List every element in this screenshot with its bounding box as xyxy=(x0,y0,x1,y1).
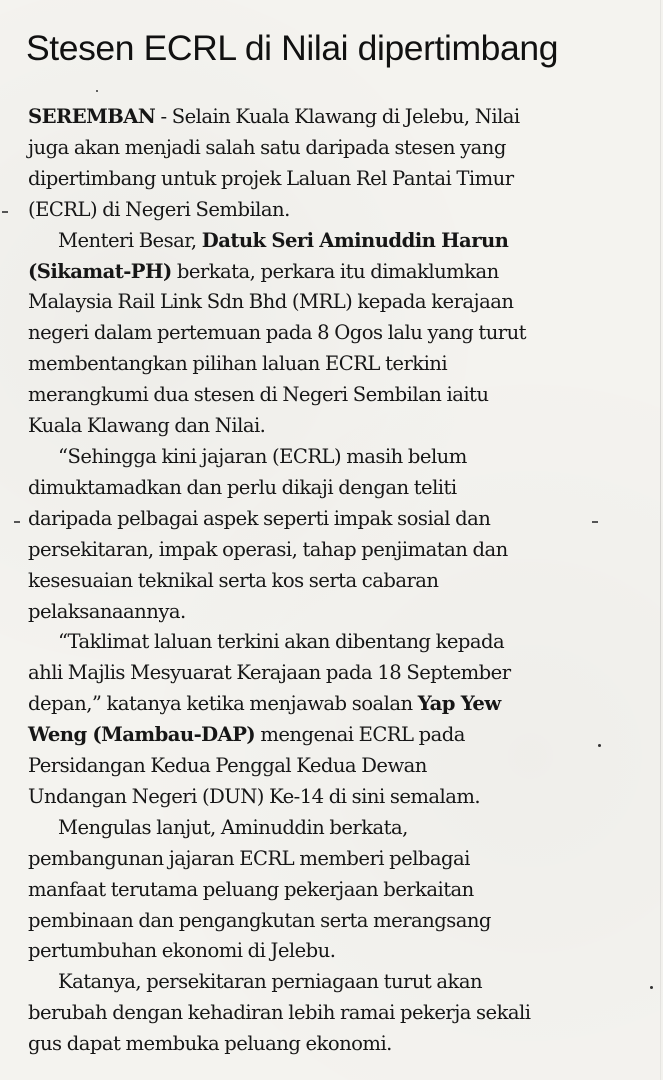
body-text: juga akan menjadi salah satu daripada stesen yang xyxy=(28,135,506,159)
scan-mark xyxy=(14,521,20,523)
article-paragraph xyxy=(28,102,634,226)
body-text: pertumbuhan ekonomi di Jelebu. xyxy=(28,939,336,963)
body-text: Malaysia Rail Link Sdn Bhd (MRL) kepada kerajaan xyxy=(28,290,514,314)
text-line xyxy=(28,597,634,628)
body-text: gus dapat membuka peluang ekonomi. xyxy=(28,1032,392,1056)
bold-name-text: Weng (Mambau-DAP) xyxy=(28,723,256,747)
text-line xyxy=(28,349,634,380)
bold-name-text: Datuk Seri Aminuddin Harun xyxy=(201,228,509,252)
text-line xyxy=(28,967,634,998)
article-paragraph xyxy=(28,813,634,968)
text-line xyxy=(28,1029,634,1060)
scan-speck xyxy=(96,90,98,92)
article-body xyxy=(28,102,634,1060)
text-line xyxy=(28,566,634,597)
text-line xyxy=(28,627,634,658)
text-line xyxy=(28,257,634,288)
text-line xyxy=(28,906,634,937)
text-line xyxy=(28,535,634,566)
text-line xyxy=(28,318,634,349)
article-paragraph xyxy=(28,627,634,812)
text-line xyxy=(28,813,634,844)
text-line xyxy=(28,287,634,318)
body-text: “Sehingga kini jajaran (ECRL) masih belum xyxy=(58,444,467,468)
body-text: kesesuaian teknikal serta kos serta cabaran xyxy=(28,568,439,592)
text-line xyxy=(28,504,634,535)
scan-mark xyxy=(592,521,598,523)
text-line xyxy=(28,411,634,442)
body-text: manfaat terutama peluang pekerjaan berkaitan xyxy=(28,877,474,901)
article-paragraph xyxy=(28,967,634,1060)
body-text: pembinaan dan pengangkutan serta merangsang xyxy=(28,908,491,932)
text-line xyxy=(28,473,634,504)
text-line xyxy=(28,380,634,411)
text-line xyxy=(28,195,634,226)
text-line xyxy=(28,720,634,751)
bold-name-text: (Sikamat-PH) xyxy=(28,259,172,283)
body-text: ahli Majlis Mesyuarat Kerajaan pada 18 September xyxy=(28,661,511,685)
article-paragraph xyxy=(28,226,634,442)
bold-name-text: Yap Yew xyxy=(417,692,501,716)
body-text: - Selain Kuala Klawang di Jelebu, Nilai xyxy=(155,105,520,128)
text-line xyxy=(28,658,634,689)
text-line xyxy=(28,844,634,875)
headline: Stesen ECRL di Nilai dipertimbang xyxy=(26,28,559,68)
clipping-edge-shadow xyxy=(660,0,661,1080)
body-text: depan,” katanya ketika menjawab soalan xyxy=(28,692,418,716)
body-text: negeri dalam pertemuan pada 8 Ogos lalu yang turut xyxy=(28,321,527,345)
body-text: Mengulas lanjut, Aminuddin berkata, xyxy=(58,815,408,839)
body-text: Kuala Klawang dan Nilai. xyxy=(28,414,266,438)
body-text: mengenai ECRL pada xyxy=(255,723,465,747)
body-text: Undangan Negeri (DUN) Ke-14 di sini semalam. xyxy=(28,784,481,808)
body-text: Katanya, persekitaran perniagaan turut akan xyxy=(58,970,483,994)
text-line xyxy=(28,102,634,133)
body-text: persekitaran, impak operasi, tahap penjimatan dan xyxy=(28,537,508,561)
body-text: pembangunan jajaran ECRL memberi pelbagai xyxy=(28,846,470,870)
text-line xyxy=(28,782,634,813)
body-text: Menteri Besar, xyxy=(58,228,202,252)
text-line xyxy=(28,133,634,164)
text-line xyxy=(28,689,634,720)
body-text: daripada pelbagai aspek seperti impak sosial dan xyxy=(28,506,491,530)
body-text: berubah dengan kehadiran lebih ramai pekerja sekali xyxy=(28,1001,531,1025)
scan-speck xyxy=(650,986,653,989)
body-text: berkata, perkara itu dimaklumkan xyxy=(171,259,499,283)
body-text: “Taklimat laluan terkini akan dibentang kepada xyxy=(58,630,505,654)
scan-mark xyxy=(2,211,8,213)
body-text: (ECRL) di Negeri Sembilan. xyxy=(28,197,290,221)
text-line xyxy=(28,226,634,257)
text-line xyxy=(28,164,634,195)
body-text: membentangkan pilihan laluan ECRL terkini xyxy=(28,352,448,376)
bold-name-text: SEREMBAN xyxy=(28,105,156,128)
body-text: Persidangan Kedua Penggal Kedua Dewan xyxy=(28,754,427,778)
body-text: pelaksanaannya. xyxy=(28,599,186,623)
body-text: dimuktamadkan dan perlu dikaji dengan teliti xyxy=(28,475,457,499)
scan-speck xyxy=(598,744,601,747)
text-line xyxy=(28,875,634,906)
text-line xyxy=(28,998,634,1029)
text-line xyxy=(28,442,634,473)
text-line xyxy=(28,936,634,967)
body-text: merangkumi dua stesen di Negeri Sembilan iaitu xyxy=(28,383,489,407)
text-line xyxy=(28,751,634,782)
article-paragraph xyxy=(28,442,634,627)
body-text: dipertimbang untuk projek Laluan Rel Pantai Timur xyxy=(28,166,514,190)
